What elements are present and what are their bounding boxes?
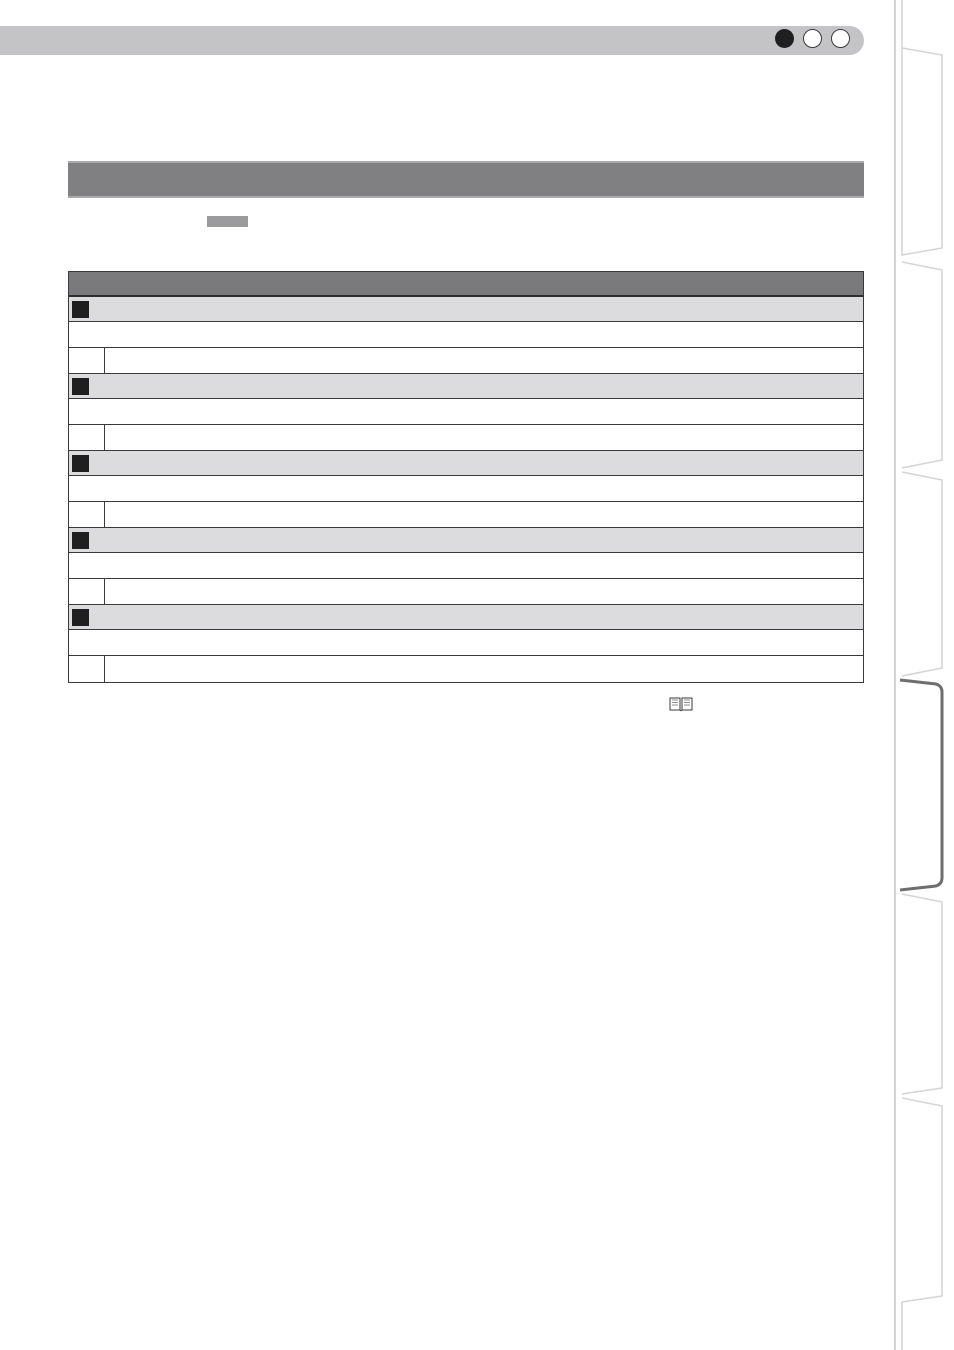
side-tabs (896, 0, 954, 1350)
page-indicator-dot-1 (775, 29, 794, 48)
page-indicator-dot-2 (803, 29, 822, 48)
page-header-bar (0, 26, 864, 55)
table-cell (69, 579, 105, 604)
group-heading (69, 451, 863, 476)
book-icon (668, 695, 694, 712)
group-heading (69, 605, 863, 630)
square-marker-icon (72, 301, 89, 318)
table-cell (69, 502, 105, 527)
table-group (69, 605, 863, 682)
table-cell (105, 348, 863, 373)
table-row (69, 425, 863, 451)
table-row (69, 476, 863, 502)
table-group (69, 528, 863, 605)
table-cell (69, 656, 105, 682)
group-heading (69, 374, 863, 399)
square-marker-icon (72, 609, 89, 626)
table-group (69, 374, 863, 451)
table-cell (105, 656, 863, 682)
square-marker-icon (72, 532, 89, 549)
side-divider (894, 0, 896, 1350)
settings-table (68, 271, 864, 683)
table-row (69, 553, 863, 579)
section-title-bar (68, 161, 864, 198)
table-cell (69, 348, 105, 373)
table-row (69, 630, 863, 656)
page-indicator-dot-3 (831, 29, 850, 48)
square-marker-icon (72, 455, 89, 472)
table-cell (105, 425, 863, 450)
table-group (69, 451, 863, 528)
table-row (69, 502, 863, 528)
table-row (69, 579, 863, 605)
table-row (69, 399, 863, 425)
table-row (69, 322, 863, 348)
square-marker-icon (72, 378, 89, 395)
inline-label-chip (207, 216, 248, 227)
table-row (69, 656, 863, 682)
group-heading (69, 528, 863, 553)
group-heading (69, 297, 863, 322)
table-cell (105, 502, 863, 527)
table-row (69, 348, 863, 374)
table-cell (105, 579, 863, 604)
table-cell (69, 425, 105, 450)
table-header (69, 271, 863, 297)
table-group (69, 297, 863, 374)
